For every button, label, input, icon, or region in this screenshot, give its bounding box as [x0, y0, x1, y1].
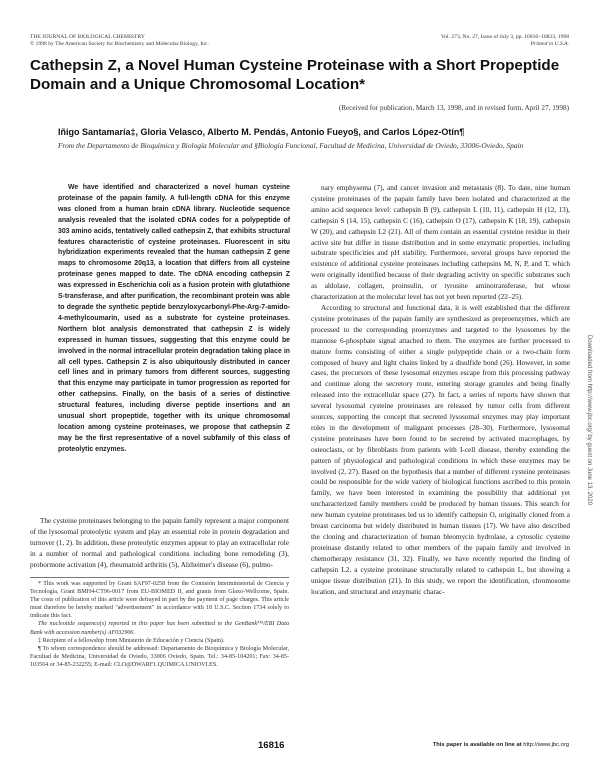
- journal-header: [30, 34, 209, 48]
- download-link-text[interactable]: Downloaded from http://www.jbc.org/ by guest on June 13, 2020: [585, 334, 592, 506]
- author-list: Iñigo Santamaría‡, Gloria Velasco, Alberto M. Pendás, Antonio Fueyo§, and Carlos López-Otín¶: [58, 127, 465, 137]
- journal-name: THE JOURNAL OF BIOLOGICAL CHEMISTRY: [30, 34, 145, 40]
- journal-url[interactable]: http://www.jbc.org: [523, 742, 569, 748]
- footnote-divider: [30, 577, 289, 578]
- footnote-funding: * This work was supported by Grant SAF97-0258 from the Comisión Interministerial de Ciencia y Tecnología, Grant BMH4-CT96-0017 from EU-BIOMED II, and grants from Glaxo-Wellcome, Spain. The costs of publication of this article were defrayed in part by the payment of page charges. This article must therefore be hereby marked "advertisement" in accordance with 18 U.S.C. Section 1734 solely to indicate this fact.: [30, 581, 289, 620]
- intro-paragraph: The cysteine proteinases belonging to the papain family represent a major component of the lysosomal proteolytic system and play an essential role in protein degradation and turnover (1, 2). In addition, these proteolytic enzymes appear to play an extracellular role in a number of normal and pathological conditions including bone remodeling (3), prohormone activation (4), rheumatoid arthritis (5), Alzheimer's disease (6), pulmo-: [30, 517, 289, 569]
- received-dates: (Received for publication, March 13, 1998, and in revised form, April 27, 1998): [338, 104, 569, 112]
- footnotes: [30, 580, 289, 669]
- introduction-left: [30, 516, 289, 571]
- online-availability: [433, 742, 569, 748]
- footnote-correspondence: ¶ To whom correspondence should be addressed: Departamento de Bioquímica y Biología Molecular, Facultad de Medicina, Universidad de Oviedo, 33006 Oviedo, Spain. Tel.: 34-85-104201; Fax: 34-85-103564 or 34-85-232255; E-mail: CLO@DWARF1.QUIMICA.UNIOVI.ES.: [30, 645, 289, 668]
- article-title: Cathepsin Z, a Novel Human Cysteine Proteinase with a Short Propeptide Domain and a Unique Chromosomal Location*: [30, 57, 560, 93]
- intro-paragraph-2: According to structural and functional data, it is well established that the different cysteine proteinases of the papain family are synthesized as preproenzymes, which are processed to the corresponding proenzymes and targeted to the lysosomes by the mannose 6-phosphate signal attached to them. The enzymes are further processed to mature forms consisting of either a single polypeptide chain or a two-chain form composed of heavy and light chains linked by a disulfide bond (26). However, in some cases, the precursors of these lysosomal enzymes escape from this processing pathway and continue along the secretory route, entering storage granules and being finally released into the extracellular space (27). In fact, a series of reports have shown that several lysosomal cysteine proteinases are released by tumor cells from different sources, supporting the concept that secreted lysosomal enzymes may play important roles in the development of malignant processes (28–30). Furthermore, lysosomal cysteine proteinases have been found to be secreted by activated macrophages, by osteoclasts, or by fibroblasts from patients with I-cell disease, thereby extending the pattern of physiological and pathological conditions in which these enzymes may be involved (2, 27). Based on the hypothesis that a number of different cysteine proteinases could be responsible for the wide variety of biological functions ascribed to this protein family, we have been interested in examining the possibility that additional yet uncharacterized family members could be produced by human tissues. This search for new human cysteine proteinases led us to identify cathepsin O, originally cloned from a breast carcinoma but widely distributed in human tissues (17). We have also described the cloning and characterization of human bleomycin hydrolase, a cytosolic cysteine proteinase distantly related to other members of the papain family and involved in chemotherapy resistance (31, 32). Finally, we have recently reported the finding of cathepsin L2, a cysteine proteinase structurally related to cathepsin L, but showing a unique tissue distribution (21). In this study, we report the identification, chromosome location, and structural and enzymatic charac-: [311, 303, 570, 596]
- availability-text: This paper is available on line at: [432, 742, 522, 748]
- download-watermark: [584, 200, 593, 640]
- footnote-genbank: The nucleotide sequence(s) reported in this paper has been submitted to the GenBank™/EBI Data Bank with accession number(s) AF032906.: [30, 621, 289, 636]
- footnote-fellowship: ‡ Recipient of a fellowship from Ministerio de Educación y Ciencia (Spain).: [38, 637, 225, 644]
- abstract: [58, 183, 290, 456]
- affiliation: From the Departamento de Bioquímica y Biología Molecular and §Biología Funcional, Facultad de Medicina, Universidad de Oviedo, 33006-Oviedo, Spain: [58, 141, 524, 150]
- printed-line: Printed in U.S.A.: [530, 41, 569, 47]
- issue-header: [441, 34, 569, 48]
- issue-line: Vol. 273, No. 27, Issue of July 3, pp. 16816–16823, 1998: [440, 34, 569, 40]
- intro-paragraph-1: nary emphysema (7), and cancer invasion and metastasis (8). To date, nine human cysteine proteinases of the papain family have been isolated and characterized at the amino acid sequence level: cathepsin B (9), cathepsin L (10, 11), cathepsin H (12, 13), cathepsin S (14, 15), cathepsin C (16), cathepsin O (17), cathepsin K (18, 19), cathepsin W (20), and cathepsin L2 (21). All of them contain an essential cysteine residue in their active site but differ in tissue distribution and in some enzymatic properties, including substrate specificities and pH stability. Furthermore, several groups have reported the existence of additional cysteine proteinases including cathepsins M, N, P, and T, which were originally identified because of their degrading activity on specific substrates such as aldolase, collagen, proinsulin, or tyrosine aminotransferase, but whose characterization at the molecular level has not yet been reported (22–25).: [311, 184, 570, 302]
- copyright-line: © 1998 by The American Society for Biochemistry and Molecular Biology, Inc.: [30, 41, 209, 47]
- page-number: 16816: [258, 740, 285, 751]
- abstract-text: We have identified and characterized a novel human cysteine proteinase of the papain family. A full-length cDNA for this enzyme was cloned from a human brain cDNA library. Nucleotide sequence analysis revealed that the isolated cDNA codes for a polypeptide of 303 amino acids, tentatively called cathepsin Z, that exhibits structural features characteristic of cysteine proteinases. Fluorescent in situ hybridization experiments revealed that the human cathepsin Z gene maps to chromosome 20q13, a location that differs from all cysteine proteinase genes mapped to date. The cDNA encoding cathepsin Z was expressed in Escherichia coli as a fusion protein with glutathione S-transferase, and after purification, the recombinant protein was able to degrade the synthetic peptide benzyloxycarbonyl-Phe-Arg-7-amido-4-methylcoumarin, used as a substrate for cysteine proteinases. Northern blot analysis demonstrated that cathepsin Z is widely expressed in human tissues, suggesting that this enzyme could be involved in the normal intracellular protein degradation taking place in all cell types. Cathepsin Z is also ubiquitously distributed in cancer cell lines and in primary tumors from different sources, suggesting that this enzyme may participate in tumor progression as reported for other cathepsins. Finally, on the basis of a series of distinctive structural features, including diverse peptide insertions and an unusual short propeptide, together with its unique chromosomal location among cysteine proteinases, we propose that cathepsin Z may be the first representative of a novel subfamily of this class of proteolytic enzymes.: [58, 184, 290, 453]
- introduction-right: [311, 183, 570, 597]
